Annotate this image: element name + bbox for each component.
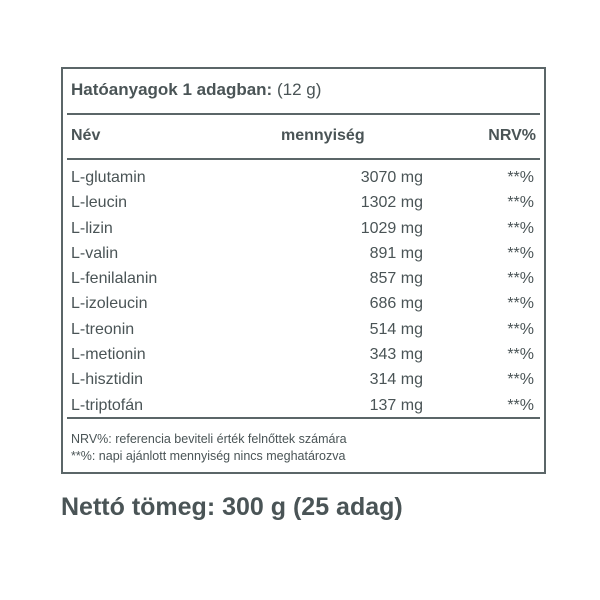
footnote-nrv: NRV%: referencia beviteli érték felnőttek számára [71,432,347,446]
ingredient-name: L-lizin [71,219,113,237]
ingredient-quantity: 857 mg [369,270,423,288]
table-row [63,190,544,215]
table-row [63,393,544,418]
ingredient-name: L-treonin [71,320,135,338]
table-row [63,266,544,291]
ingredient-table [63,165,544,418]
footnotes [71,431,347,465]
table-row [63,216,544,241]
ingredient-quantity: 314 mg [369,371,423,389]
divider-bottom [67,417,540,419]
ingredient-name: L-leucin [71,194,128,212]
ingredient-nrv: **% [507,270,534,288]
ingredient-nrv: **% [507,371,534,389]
ingredient-name: L-izoleucin [71,295,148,313]
ingredient-quantity: 343 mg [369,346,423,364]
ingredient-quantity: 514 mg [369,320,423,338]
ingredient-quantity: 891 mg [369,244,423,262]
ingredient-nrv: **% [507,219,534,237]
ingredient-name: L-metionin [71,346,146,364]
net-weight: Nettó tömeg: 300 g (25 adag) [61,493,403,521]
column-header-name: Név [71,127,101,144]
column-header-quantity: mennyiség [281,127,365,144]
ingredient-nrv: **% [507,169,534,186]
ingredient-nrv: **% [507,396,534,414]
ingredient-quantity: 686 mg [369,295,423,313]
divider-header [67,158,540,160]
ingredient-nrv: **% [507,320,534,338]
nutrition-panel [61,67,546,474]
footnote-asterisk: **%: napi ajánlott mennyiség nincs meghatározva [71,449,346,463]
ingredient-quantity: 1029 mg [360,219,423,237]
divider-top [67,113,540,115]
table-row [63,165,544,190]
ingredient-name: L-hisztidin [71,371,144,389]
table-row [63,317,544,342]
column-header-nrv: NRV% [488,127,536,144]
ingredient-nrv: **% [507,194,534,212]
ingredient-nrv: **% [507,295,534,313]
ingredient-nrv: **% [507,244,534,262]
ingredient-name: L-fenilalanin [71,270,158,288]
ingredient-name: L-valin [71,244,119,262]
table-row [63,367,544,392]
ingredient-name: L-triptofán [71,396,144,414]
table-row [63,241,544,266]
panel-title [71,78,321,102]
ingredient-quantity: 137 mg [369,396,423,414]
panel-title-bold: Hatóanyagok 1 adagban: [71,80,273,99]
ingredient-nrv: **% [507,346,534,364]
ingredient-name: L-glutamin [71,169,146,186]
table-row [63,342,544,367]
ingredient-quantity: 3070 mg [360,169,423,186]
table-row [63,291,544,316]
ingredient-quantity: 1302 mg [360,194,423,212]
panel-title-serving: (12 g) [276,80,322,99]
